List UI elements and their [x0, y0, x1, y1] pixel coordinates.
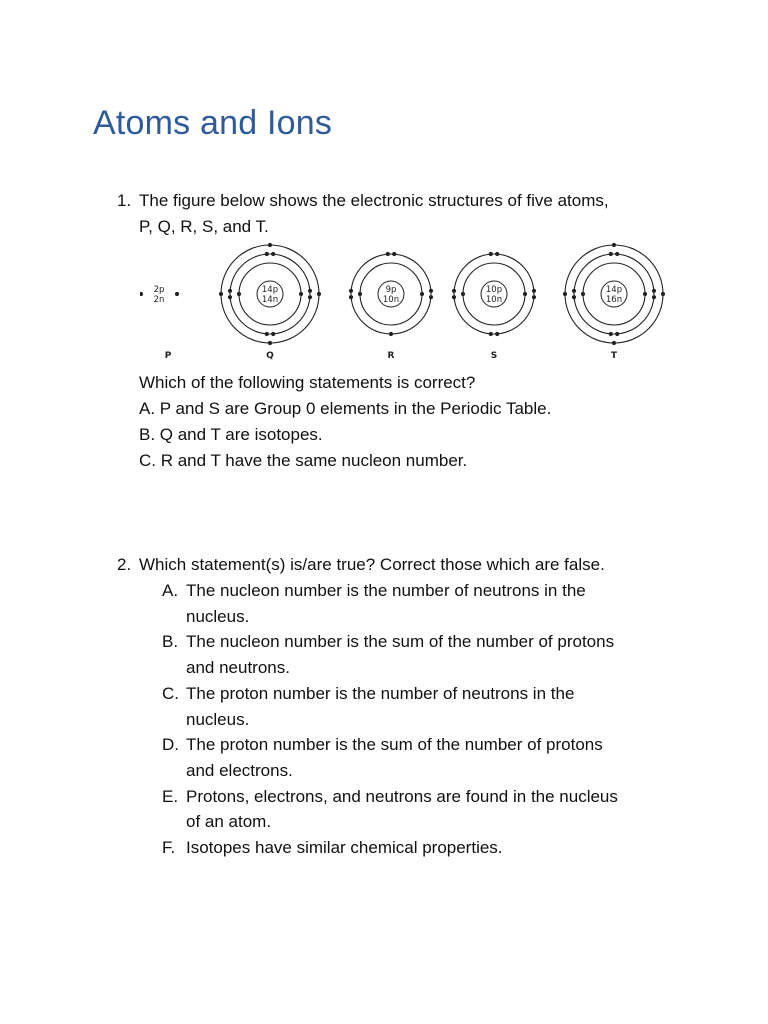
electron [429, 289, 433, 293]
atom-label: P [164, 351, 172, 361]
option-text-line: and electrons. [186, 760, 293, 780]
question-1-body [139, 370, 699, 474]
electron [563, 292, 567, 296]
electron [358, 292, 362, 296]
atom-label: S [490, 351, 498, 361]
question-2-option-b [162, 629, 682, 680]
question-1-number: 1. [117, 191, 132, 210]
electron [219, 292, 223, 296]
question-1-prompt: Which of the following statements is correct? [139, 373, 476, 392]
electron [652, 295, 656, 299]
question-2-prompt: Which statement(s) is/are true? Correct those which are false. [139, 555, 605, 574]
electron [461, 292, 465, 296]
electron [652, 289, 656, 293]
option-letter: C. [162, 683, 179, 703]
question-1-option-a: A. P and S are Group 0 elements in the Periodic Table. [139, 399, 552, 418]
electron [643, 292, 647, 296]
electron [612, 243, 616, 247]
nucleus-neutrons: 10n [485, 295, 503, 305]
question-2-option-d [162, 732, 682, 783]
option-letter: A. [162, 581, 179, 600]
question-2-option-a [162, 578, 682, 629]
nucleus-protons: 10p [485, 285, 503, 295]
electron [265, 252, 269, 256]
option-text-line: of an atom. [186, 812, 272, 832]
electron [495, 332, 499, 336]
option-text-line: nucleus. [186, 606, 250, 626]
nucleus-neutrons: 16n [605, 295, 623, 305]
question-2-option-f [162, 835, 682, 861]
atom-q [219, 243, 321, 361]
electron [609, 252, 613, 256]
electron [140, 292, 143, 296]
atom-label: T [610, 351, 618, 361]
question-2-number: 2. [117, 555, 132, 574]
electron [268, 341, 272, 345]
atom-p [140, 281, 179, 361]
electron [581, 292, 585, 296]
option-text-line: Isotopes have similar chemical properties. [186, 838, 503, 858]
atom-r [349, 252, 433, 361]
nucleus-protons: 9p [385, 285, 397, 295]
option-text-line: and neutrons. [186, 658, 290, 678]
nucleus-neutrons: 14n [261, 295, 279, 305]
electron [615, 332, 619, 336]
electron [386, 252, 390, 256]
electron [237, 292, 241, 296]
question-2-option-e [162, 784, 682, 835]
electron [532, 289, 536, 293]
electron [523, 292, 527, 296]
option-text-line: The proton number is the sum of the number of protons [186, 735, 603, 755]
electron [228, 295, 232, 299]
electron [452, 295, 456, 299]
nucleus-neutrons: 2n [153, 295, 165, 305]
question-1-stem-line: P, Q, R, S, and T. [139, 217, 269, 236]
question-1-option-b: B. Q and T are isotopes. [139, 425, 323, 444]
atomic-structures-diagram [140, 240, 680, 364]
option-text-line: Protons, electrons, and neutrons are found in the nucleus [186, 786, 618, 806]
electron [228, 289, 232, 293]
electron [349, 289, 353, 293]
option-text-line: The nucleon number is the sum of the number of protons [186, 632, 615, 652]
electron [389, 332, 393, 336]
electron [609, 332, 613, 336]
electron [572, 295, 576, 299]
electron [271, 252, 275, 256]
option-letter: D. [162, 735, 179, 755]
option-text-line: nucleus. [186, 709, 250, 729]
option-letter: B. [162, 632, 179, 652]
option-letter: F. [162, 838, 176, 858]
electron [265, 332, 269, 336]
question-1-stem-line: The figure below shows the electronic structures of five atoms, [139, 191, 609, 210]
electron [532, 295, 536, 299]
question-1-stem [139, 188, 699, 240]
atom-label: R [387, 351, 395, 361]
electron [615, 252, 619, 256]
atom-label: Q [266, 351, 274, 361]
electron [268, 243, 272, 247]
electron [495, 252, 499, 256]
electron [175, 292, 179, 296]
atom-s [452, 252, 536, 361]
nucleus-neutrons: 10n [382, 295, 400, 305]
nucleus-protons: 2p [153, 285, 165, 295]
electron [429, 295, 433, 299]
electron [308, 289, 312, 293]
electron [489, 332, 493, 336]
page-title: Atoms and Ions [93, 104, 333, 142]
question-1-option-c: C. R and T have the same nucleon number. [139, 451, 468, 470]
nucleus-protons: 14p [261, 285, 279, 295]
atom-t [563, 243, 665, 361]
electron [308, 295, 312, 299]
electron [420, 292, 424, 296]
question-2-options [162, 578, 682, 861]
electron [299, 292, 303, 296]
atomic-structures-figure [140, 240, 680, 364]
electron [489, 252, 493, 256]
question-2-option-c [162, 681, 682, 732]
option-text-line: The proton number is the number of neutrons in the [186, 683, 575, 703]
electron [392, 252, 396, 256]
electron [349, 295, 353, 299]
electron [661, 292, 665, 296]
nucleus-protons: 14p [605, 285, 623, 295]
option-text-line: The nucleon number is the number of neutrons in the [186, 581, 586, 600]
electron [452, 289, 456, 293]
electron [317, 292, 321, 296]
electron [271, 332, 275, 336]
electron [612, 341, 616, 345]
electron [572, 289, 576, 293]
option-letter: E. [162, 786, 179, 806]
